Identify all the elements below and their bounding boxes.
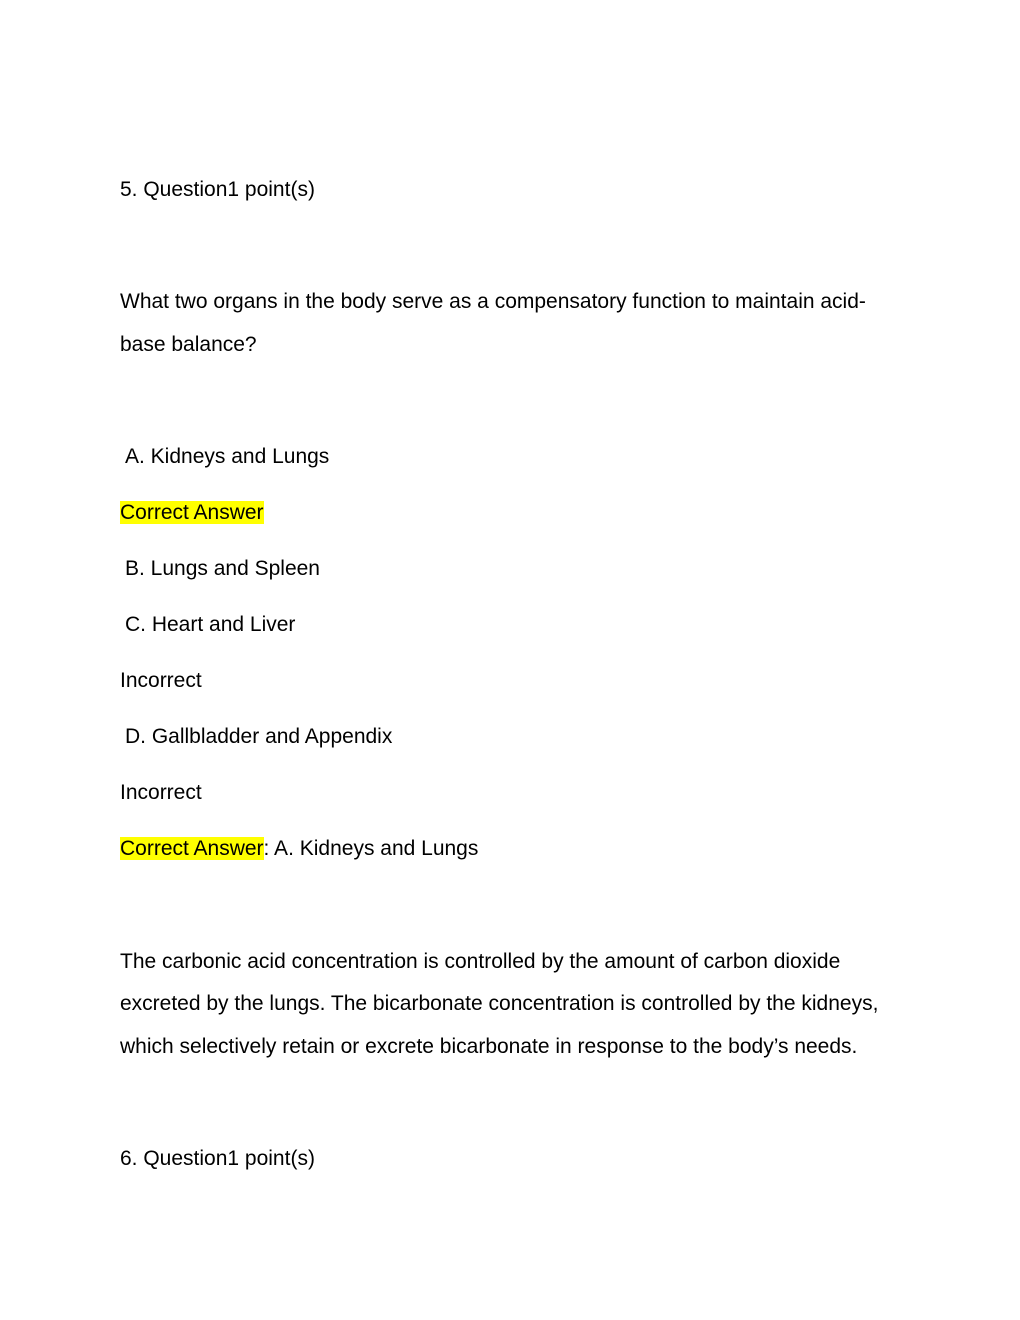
- option-c-feedback: Incorrect: [120, 669, 202, 692]
- explanation-line-2: excreted by the lungs. The bicarbonate concentration is controlled by the kidneys,: [120, 992, 879, 1015]
- question-5-header: 5. Question1 point(s): [120, 178, 315, 201]
- correct-answer-highlight: Correct Answer: [120, 501, 264, 524]
- question-6-header: 6. Question1 point(s): [120, 1147, 315, 1170]
- option-b: B. Lungs and Spleen: [125, 557, 320, 580]
- question-5-text-line-2: base balance?: [120, 333, 257, 356]
- option-d-feedback: Incorrect: [120, 781, 202, 804]
- question-5-text-line-1: What two organs in the body serve as a compensatory function to maintain acid-: [120, 290, 866, 313]
- option-d: D. Gallbladder and Appendix: [125, 725, 393, 748]
- option-a-feedback: [120, 499, 264, 527]
- answer-label-highlight: Correct Answer: [120, 837, 264, 860]
- option-c: C. Heart and Liver: [125, 613, 296, 636]
- option-a: A. Kidneys and Lungs: [125, 445, 330, 468]
- explanation-line-1: The carbonic acid concentration is controlled by the amount of carbon dioxide: [120, 950, 841, 973]
- explanation-line-3: which selectively retain or excrete bicarbonate in response to the body’s needs.: [120, 1035, 858, 1058]
- answer-summary: [120, 835, 478, 863]
- answer-value: : A. Kidneys and Lungs: [263, 837, 479, 860]
